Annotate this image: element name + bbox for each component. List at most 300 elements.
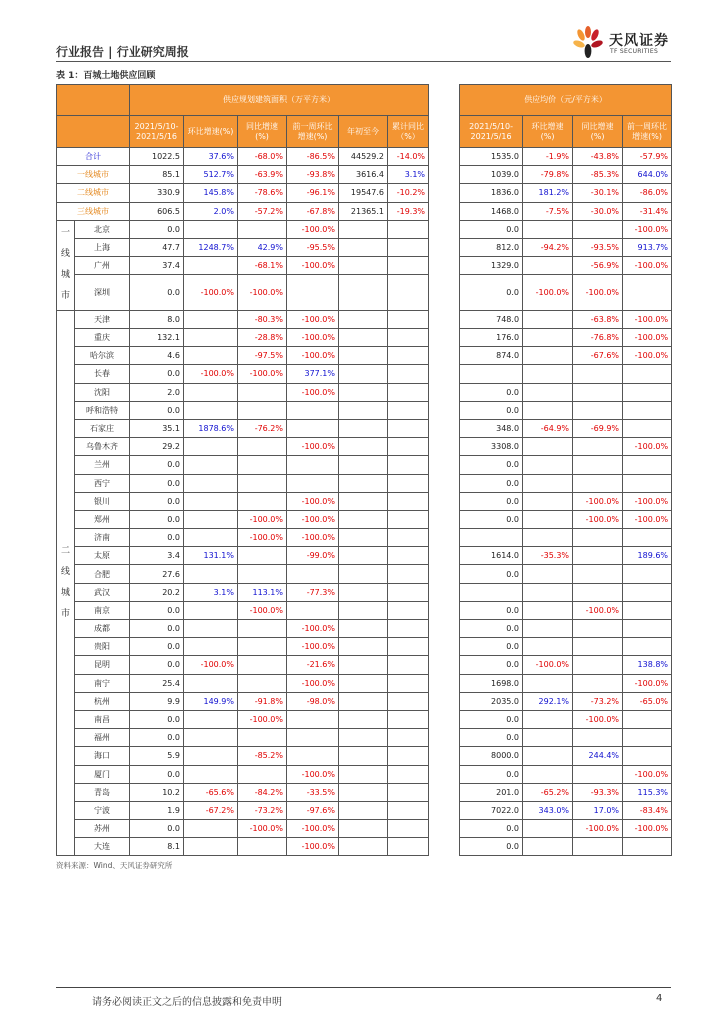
price-yoy: -76.8% <box>573 329 623 347</box>
gap-cell <box>429 820 460 838</box>
price-wow: -7.5% <box>523 202 573 220</box>
area-ytd <box>339 238 388 256</box>
area-yoy: -68.1% <box>238 257 287 275</box>
price-value: 0.0 <box>460 492 523 510</box>
gap-cell <box>429 347 460 365</box>
price-wow <box>523 401 573 419</box>
area-prev <box>287 419 339 437</box>
area-value: 35.1 <box>130 419 184 437</box>
city-row <box>57 510 672 528</box>
col-area-week: 2021/5/10-2021/5/16 <box>130 116 184 148</box>
price-wow <box>523 474 573 492</box>
area-prev: -100.0% <box>287 492 339 510</box>
area-yoy: -100.0% <box>238 275 287 311</box>
area-ytd-yoy <box>388 492 429 510</box>
price-wow <box>523 747 573 765</box>
area-wow <box>184 729 238 747</box>
area-ytd <box>339 329 388 347</box>
price-value: 1836.0 <box>460 184 523 202</box>
price-yoy: -100.0% <box>573 275 623 311</box>
area-ytd-yoy <box>388 565 429 583</box>
area-ytd <box>339 257 388 275</box>
area-yoy: 42.9% <box>238 238 287 256</box>
gap-cell <box>429 583 460 601</box>
column-header-row <box>57 116 672 148</box>
area-prev: -98.0% <box>287 692 339 710</box>
price-yoy <box>573 529 623 547</box>
row-label: 三线城市 <box>57 202 130 220</box>
price-prev: -57.9% <box>623 148 672 166</box>
gap-cell <box>429 492 460 510</box>
area-ytd <box>339 492 388 510</box>
price-wow <box>523 347 573 365</box>
price-value: 874.0 <box>460 347 523 365</box>
city-row <box>57 329 672 347</box>
area-ytd: 44529.2 <box>339 148 388 166</box>
gap-cell <box>429 783 460 801</box>
price-value: 0.0 <box>460 565 523 583</box>
price-value: 0.0 <box>460 820 523 838</box>
area-ytd-yoy: -10.2% <box>388 184 429 202</box>
area-wow <box>184 257 238 275</box>
city-row <box>57 275 672 311</box>
area-ytd-yoy <box>388 257 429 275</box>
area-value: 20.2 <box>130 583 184 601</box>
area-yoy: -85.2% <box>238 747 287 765</box>
area-ytd <box>339 820 388 838</box>
city-name: 海口 <box>75 747 130 765</box>
price-value: 1614.0 <box>460 547 523 565</box>
area-prev <box>287 729 339 747</box>
city-name: 大连 <box>75 838 130 856</box>
area-wow <box>184 310 238 328</box>
area-wow <box>184 329 238 347</box>
city-row <box>57 365 672 383</box>
area-prev: -100.0% <box>287 529 339 547</box>
area-ytd-yoy <box>388 383 429 401</box>
gap-cell <box>429 674 460 692</box>
price-wow <box>523 365 573 383</box>
group-header-row <box>57 85 672 116</box>
area-yoy: -100.0% <box>238 529 287 547</box>
city-row <box>57 547 672 565</box>
area-prev: -100.0% <box>287 329 339 347</box>
price-prev <box>623 729 672 747</box>
city-row <box>57 220 672 238</box>
price-yoy <box>573 765 623 783</box>
gap-cell <box>429 148 460 166</box>
area-ytd <box>339 401 388 419</box>
price-value: 201.0 <box>460 783 523 801</box>
price-yoy: -100.0% <box>573 601 623 619</box>
price-value: 1698.0 <box>460 674 523 692</box>
gap-cell <box>429 116 460 148</box>
area-ytd-yoy <box>388 656 429 674</box>
price-prev <box>623 620 672 638</box>
area-ytd <box>339 383 388 401</box>
table-title: 表 1：百城土地供应回顾 <box>56 71 156 81</box>
area-value: 0.0 <box>130 401 184 419</box>
area-yoy: -76.2% <box>238 419 287 437</box>
city-row <box>57 620 672 638</box>
area-ytd-yoy <box>388 347 429 365</box>
area-wow <box>184 347 238 365</box>
area-yoy <box>238 638 287 656</box>
area-ytd <box>339 220 388 238</box>
price-prev: 138.8% <box>623 656 672 674</box>
area-prev: -100.0% <box>287 620 339 638</box>
price-prev <box>623 583 672 601</box>
price-wow <box>523 383 573 401</box>
city-row <box>57 710 672 728</box>
area-prev <box>287 275 339 311</box>
tier-group-label: 一 线 城 市 <box>57 220 75 310</box>
gap-cell <box>429 620 460 638</box>
city-row <box>57 474 672 492</box>
area-ytd-yoy <box>388 601 429 619</box>
area-wow <box>184 710 238 728</box>
city-row <box>57 765 672 783</box>
price-yoy: -85.3% <box>573 166 623 184</box>
area-value: 4.6 <box>130 347 184 365</box>
price-yoy <box>573 438 623 456</box>
price-wow <box>523 820 573 838</box>
city-name: 呼和浩特 <box>75 401 130 419</box>
price-wow <box>523 310 573 328</box>
logo-text-en: TF SECURITIES <box>610 48 659 55</box>
area-prev: -100.0% <box>287 257 339 275</box>
price-prev: -83.4% <box>623 801 672 819</box>
area-wow <box>184 638 238 656</box>
area-yoy <box>238 383 287 401</box>
area-value: 606.5 <box>130 202 184 220</box>
city-name: 济南 <box>75 529 130 547</box>
price-yoy <box>573 220 623 238</box>
area-value: 3.4 <box>130 547 184 565</box>
area-ytd-yoy <box>388 529 429 547</box>
price-prev: -100.0% <box>623 347 672 365</box>
col-area-prev: 前一周环比增速(%) <box>287 116 339 148</box>
city-row <box>57 747 672 765</box>
area-value: 0.0 <box>130 275 184 311</box>
city-row <box>57 529 672 547</box>
price-yoy <box>573 729 623 747</box>
area-prev: -95.5% <box>287 238 339 256</box>
area-value: 10.2 <box>130 783 184 801</box>
price-wow <box>523 765 573 783</box>
city-row <box>57 656 672 674</box>
gap-cell <box>429 401 460 419</box>
area-prev: -77.3% <box>287 583 339 601</box>
area-ytd <box>339 456 388 474</box>
area-ytd-yoy <box>388 638 429 656</box>
area-yoy: -80.3% <box>238 310 287 328</box>
price-value: 0.0 <box>460 474 523 492</box>
area-value: 2.0 <box>130 383 184 401</box>
city-name: 福州 <box>75 729 130 747</box>
city-name: 西宁 <box>75 474 130 492</box>
area-wow: 512.7% <box>184 166 238 184</box>
summary-row <box>57 148 672 166</box>
row-label: 二线城市 <box>57 184 130 202</box>
area-ytd <box>339 583 388 601</box>
area-group-header: 供应规划建筑面积（万平方米） <box>130 85 429 116</box>
land-supply-table <box>56 84 672 856</box>
area-value: 1022.5 <box>130 148 184 166</box>
city-name: 成都 <box>75 620 130 638</box>
city-name: 南京 <box>75 601 130 619</box>
price-wow <box>523 529 573 547</box>
area-value: 0.0 <box>130 456 184 474</box>
area-prev <box>287 710 339 728</box>
area-ytd-yoy <box>388 329 429 347</box>
area-wow <box>184 674 238 692</box>
price-wow: 292.1% <box>523 692 573 710</box>
city-name: 乌鲁木齐 <box>75 438 130 456</box>
area-value: 8.1 <box>130 838 184 856</box>
gap-cell <box>429 474 460 492</box>
area-ytd <box>339 275 388 311</box>
gap-cell <box>429 656 460 674</box>
price-value: 3308.0 <box>460 438 523 456</box>
area-prev: -100.0% <box>287 220 339 238</box>
gap-cell <box>429 765 460 783</box>
area-wow: 1878.6% <box>184 419 238 437</box>
area-yoy <box>238 565 287 583</box>
price-prev <box>623 365 672 383</box>
area-ytd <box>339 310 388 328</box>
gap-cell <box>429 601 460 619</box>
area-wow <box>184 220 238 238</box>
price-yoy: -30.0% <box>573 202 623 220</box>
area-value: 330.9 <box>130 184 184 202</box>
price-wow: -35.3% <box>523 547 573 565</box>
area-yoy: -57.2% <box>238 202 287 220</box>
area-prev: -97.6% <box>287 801 339 819</box>
city-row <box>57 638 672 656</box>
area-value: 27.6 <box>130 565 184 583</box>
price-wow: -100.0% <box>523 275 573 311</box>
gap-cell <box>429 747 460 765</box>
price-prev: -100.0% <box>623 257 672 275</box>
gap-cell <box>429 529 460 547</box>
city-row <box>57 310 672 328</box>
price-wow: 181.2% <box>523 184 573 202</box>
city-row <box>57 238 672 256</box>
area-ytd-yoy <box>388 838 429 856</box>
area-ytd <box>339 656 388 674</box>
price-yoy <box>573 401 623 419</box>
city-row <box>57 601 672 619</box>
col-price-yoy: 同比增速(%) <box>573 116 623 148</box>
corner-cell <box>57 85 130 116</box>
price-wow <box>523 438 573 456</box>
area-prev: -100.0% <box>287 674 339 692</box>
report-type-header: 行业报告 | 行业研究周报 <box>56 45 189 59</box>
city-name: 广州 <box>75 257 130 275</box>
area-yoy: -73.2% <box>238 801 287 819</box>
area-value: 0.0 <box>130 765 184 783</box>
area-ytd-yoy <box>388 765 429 783</box>
price-value: 1535.0 <box>460 148 523 166</box>
area-wow: 3.1% <box>184 583 238 601</box>
gap-cell <box>429 710 460 728</box>
area-wow <box>184 438 238 456</box>
area-ytd <box>339 747 388 765</box>
price-yoy <box>573 674 623 692</box>
area-ytd: 19547.6 <box>339 184 388 202</box>
city-row <box>57 565 672 583</box>
area-yoy: -63.9% <box>238 166 287 184</box>
col-price-prev: 前一周环比增速(%) <box>623 116 672 148</box>
city-name: 长春 <box>75 365 130 383</box>
city-row <box>57 383 672 401</box>
gap-cell <box>429 692 460 710</box>
area-ytd <box>339 510 388 528</box>
price-prev <box>623 419 672 437</box>
area-yoy: -68.0% <box>238 148 287 166</box>
city-name: 哈尔滨 <box>75 347 130 365</box>
price-yoy: 17.0% <box>573 801 623 819</box>
area-yoy <box>238 674 287 692</box>
area-value: 0.0 <box>130 729 184 747</box>
area-yoy: -100.0% <box>238 510 287 528</box>
area-prev: -100.0% <box>287 765 339 783</box>
gap-cell <box>429 166 460 184</box>
area-ytd-yoy <box>388 310 429 328</box>
price-prev <box>623 838 672 856</box>
price-value: 0.0 <box>460 710 523 728</box>
area-ytd <box>339 838 388 856</box>
area-ytd <box>339 529 388 547</box>
area-wow: -100.0% <box>184 656 238 674</box>
price-yoy: 244.4% <box>573 747 623 765</box>
area-wow <box>184 820 238 838</box>
area-wow <box>184 620 238 638</box>
price-yoy <box>573 383 623 401</box>
price-prev <box>623 456 672 474</box>
price-wow <box>523 257 573 275</box>
area-prev: 377.1% <box>287 365 339 383</box>
area-value: 85.1 <box>130 166 184 184</box>
area-value: 37.4 <box>130 257 184 275</box>
area-ytd <box>339 565 388 583</box>
area-wow: -65.6% <box>184 783 238 801</box>
city-name: 兰州 <box>75 456 130 474</box>
header-divider <box>56 61 671 62</box>
price-yoy <box>573 365 623 383</box>
area-wow <box>184 492 238 510</box>
area-ytd-yoy <box>388 820 429 838</box>
price-yoy <box>573 456 623 474</box>
price-wow <box>523 601 573 619</box>
gap-cell <box>429 383 460 401</box>
gap-cell <box>429 85 460 116</box>
gap-cell <box>429 220 460 238</box>
area-yoy: -84.2% <box>238 783 287 801</box>
price-prev: -100.0% <box>623 329 672 347</box>
price-prev: 189.6% <box>623 547 672 565</box>
area-value: 0.0 <box>130 638 184 656</box>
area-yoy <box>238 456 287 474</box>
area-wow: 131.1% <box>184 547 238 565</box>
area-value: 9.9 <box>130 692 184 710</box>
price-yoy: -43.8% <box>573 148 623 166</box>
area-wow: -100.0% <box>184 365 238 383</box>
price-yoy: -63.8% <box>573 310 623 328</box>
area-value: 0.0 <box>130 474 184 492</box>
price-yoy: -100.0% <box>573 492 623 510</box>
area-ytd-yoy <box>388 365 429 383</box>
city-name: 石家庄 <box>75 419 130 437</box>
area-ytd: 3616.4 <box>339 166 388 184</box>
city-row <box>57 456 672 474</box>
city-name: 合肥 <box>75 565 130 583</box>
area-value: 1.9 <box>130 801 184 819</box>
gap-cell <box>429 310 460 328</box>
price-value: 8000.0 <box>460 747 523 765</box>
area-prev: -100.0% <box>287 820 339 838</box>
gap-cell <box>429 438 460 456</box>
area-wow: 37.6% <box>184 148 238 166</box>
city-name: 沈阳 <box>75 383 130 401</box>
price-prev <box>623 638 672 656</box>
area-value: 0.0 <box>130 601 184 619</box>
city-row <box>57 674 672 692</box>
area-value: 0.0 <box>130 492 184 510</box>
area-ytd-yoy <box>388 620 429 638</box>
price-prev <box>623 383 672 401</box>
area-wow: -100.0% <box>184 275 238 311</box>
price-value: 812.0 <box>460 238 523 256</box>
area-ytd <box>339 692 388 710</box>
gap-cell <box>429 202 460 220</box>
summary-row <box>57 202 672 220</box>
col-price-wow: 环比增速(%) <box>523 116 573 148</box>
price-prev: -100.0% <box>623 765 672 783</box>
price-prev: 644.0% <box>623 166 672 184</box>
area-wow: 149.9% <box>184 692 238 710</box>
gap-cell <box>429 184 460 202</box>
price-wow: -65.2% <box>523 783 573 801</box>
price-yoy: -73.2% <box>573 692 623 710</box>
area-ytd-yoy <box>388 220 429 238</box>
gap-cell <box>429 801 460 819</box>
area-yoy: -78.6% <box>238 184 287 202</box>
summary-row <box>57 166 672 184</box>
area-yoy <box>238 474 287 492</box>
area-prev: -100.0% <box>287 510 339 528</box>
area-wow <box>184 456 238 474</box>
city-name: 北京 <box>75 220 130 238</box>
area-ytd-yoy <box>388 783 429 801</box>
area-wow: 1248.7% <box>184 238 238 256</box>
price-value: 1039.0 <box>460 166 523 184</box>
city-name: 杭州 <box>75 692 130 710</box>
city-name: 昆明 <box>75 656 130 674</box>
col-area-wow: 环比增速(%) <box>184 116 238 148</box>
area-wow: 2.0% <box>184 202 238 220</box>
area-value: 0.0 <box>130 365 184 383</box>
data-source: 资料来源：Wind、天风证券研究所 <box>56 861 173 870</box>
area-wow <box>184 401 238 419</box>
price-yoy: -93.5% <box>573 238 623 256</box>
col-area-yoy: 同比增速(%) <box>238 116 287 148</box>
area-ytd-yoy <box>388 510 429 528</box>
area-value: 29.2 <box>130 438 184 456</box>
tf-logo-icon <box>571 26 605 60</box>
area-prev: -100.0% <box>287 638 339 656</box>
